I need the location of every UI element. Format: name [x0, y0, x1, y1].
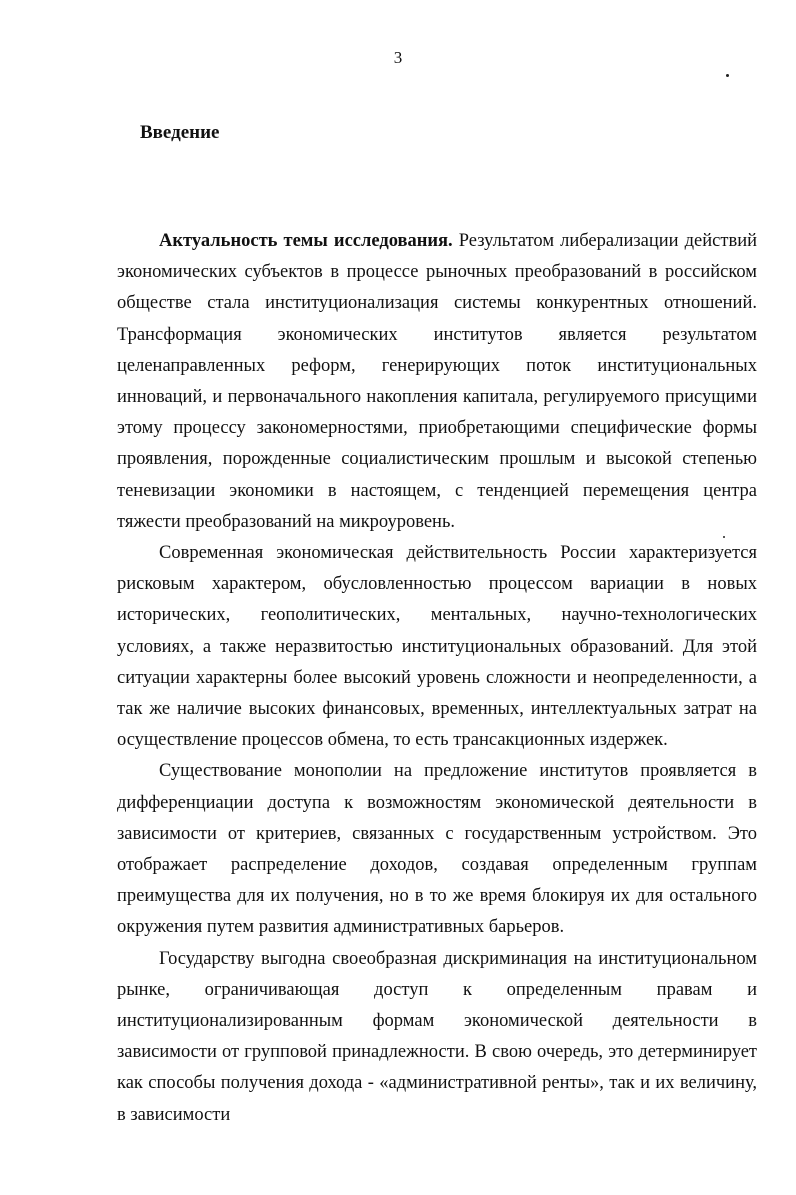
- scan-speck: [726, 74, 729, 77]
- paragraph-2: Современная экономическая действительность России характеризуется рисковым характером, обусловленностью процессом вариации в новых исторических, геополитических, ментальных, научно-технологических условиях, а также неразвитостью институциональных образований. Для этой ситуации характерны более высокий уровень сложности и неопределенности, а так же наличие высоких финансовых, временных, интеллектуальных затрат на осуществление процессов обмена, то есть трансакционных издержек.: [117, 543, 757, 751]
- section-heading: Введение: [140, 122, 220, 143]
- body-text: [117, 226, 757, 1131]
- page-number: 3: [393, 48, 403, 67]
- paragraph-3: Существование монополии на предложение институтов проявляется в дифференциации доступа к возможностям экономической деятельности в зависимости от критериев, связанных с государственным устройством. Это отображает распределение доходов, создавая определенным группам преимущества для их получения, но в то же время блокируя их для остального окружения путем развития административных барьеров.: [117, 761, 757, 938]
- paragraph-1: [117, 226, 757, 538]
- paragraph-label: Актуальность темы исследования.: [159, 231, 453, 251]
- paragraph-text: Результатом либерализации действий экономических субъектов в процессе рыночных преобразований в российском обществе стала институционализация системы конкурентных отношений. Трансформация экономических институтов является результатом целенаправленных реформ, генерирующих поток институциональных инноваций, и первоначального накопления капитала, регулируемого присущими этому процессу закономерностями, приобретающими специфические формы проявления, порожденные социалистическим прошлым и высокой степенью теневизации экономики в настоящем, с тенденцией перемещения центра тяжести преобразований на микроуровень.: [117, 231, 757, 532]
- paragraph-4: Государству выгодна своеобразная дискриминация на институциональном рынке, ограничивающая доступ к определенным правам и институционализированным формам экономической деятельности в зависимости от групповой принадлежности. В свою очередь, это детерминирует как способы получения дохода - «административной ренты», так и их величину, в зависимости: [117, 948, 757, 1125]
